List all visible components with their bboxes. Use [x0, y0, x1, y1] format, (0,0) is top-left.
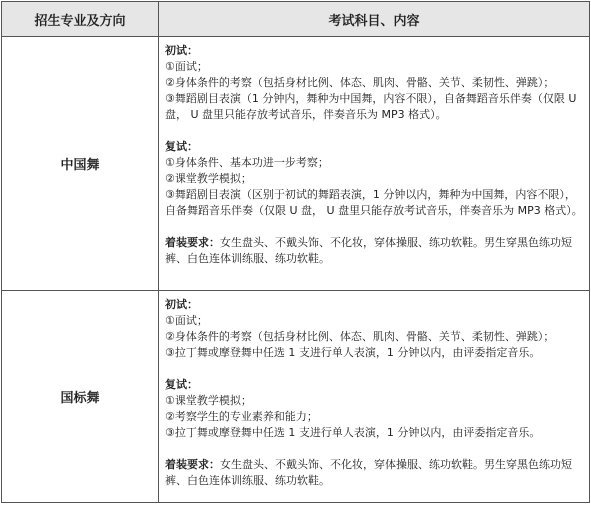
prelim-section [165, 43, 585, 123]
header-row [2, 2, 590, 37]
list-item: ②身体条件的考察（包括身材比例、体态、肌肉、骨骼、关节、柔韧性、弹跳）； [165, 330, 555, 343]
attire-text: 女生盘头、不戴头饰、不化妆，穿体操服、练功软鞋。男生穿黑色练功短裤、白色连体训练服、练功软鞋。 [165, 458, 572, 487]
content-cell [159, 291, 590, 503]
list-item: ①面试； [165, 314, 208, 327]
list-item: ①身体条件、基本功进一步考察； [165, 156, 329, 169]
table-row [2, 291, 590, 503]
list-item: ③舞蹈剧目表演（1 分钟内，舞种为中国舞，内容不限），自备舞蹈音乐伴奏（仅限 U 盘， U 盘里只能存放考试音乐，伴奏音乐为 MP3 格式）。 [165, 92, 577, 121]
attire-section [165, 457, 585, 489]
prelim-section [165, 297, 585, 361]
list-item: ①课堂教学模拟； [165, 394, 252, 407]
content-cell [159, 37, 590, 291]
list-item: ③舞蹈剧目表演（区别于初试的舞蹈表演，1 分钟以内，舞种为中国舞，内容不限），自备舞蹈音乐伴奏（仅限 U 盘， U 盘里只能存放考试音乐，伴奏音乐为 MP3 格式）。 [165, 188, 583, 217]
attire-label: 着装要求： [165, 236, 220, 249]
attire-text: 女生盘头、不戴头饰、不化妆，穿体操服、练功软鞋。男生穿黑色练功短裤、白色连体训练服、练功软鞋。 [165, 236, 572, 265]
table-row [2, 37, 590, 291]
attire-section [165, 235, 585, 267]
major-cell: 中国舞 [2, 37, 159, 291]
list-item: ②课堂教学模拟； [165, 172, 252, 185]
exam-requirements-table [1, 1, 590, 503]
retest-section [165, 139, 585, 219]
section-title: 复试： [165, 140, 198, 153]
major-cell: 国标舞 [2, 291, 159, 503]
attire-label: 着装要求： [165, 458, 220, 471]
list-item: ③拉丁舞或摩登舞中任选 1 支进行单人表演，1 分钟以内，由评委指定音乐。 [165, 346, 541, 359]
retest-section [165, 377, 585, 441]
list-item: ①面试； [165, 60, 208, 73]
list-item: ③拉丁舞或摩登舞中任选 1 支进行单人表演，1 分钟以内，由评委指定音乐。 [165, 426, 541, 439]
section-title: 复试： [165, 378, 198, 391]
list-item: ②身体条件的考察（包括身材比例、体态、肌肉、骨骼、关节、柔韧性、弹跳）； [165, 76, 555, 89]
section-title: 初试： [165, 298, 198, 311]
section-title: 初试： [165, 44, 198, 57]
list-item: ②考察学生的专业素养和能力； [165, 410, 318, 423]
header-major: 招生专业及方向 [2, 2, 159, 37]
header-content: 考试科目、内容 [159, 2, 590, 37]
